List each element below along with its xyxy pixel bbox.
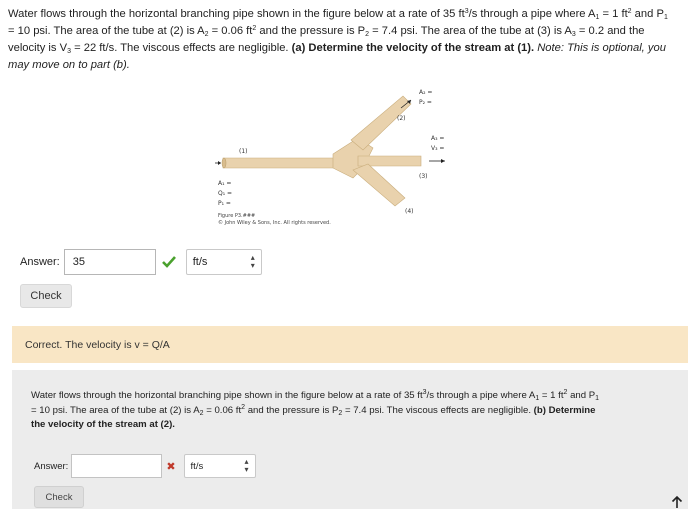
correct-check-icon (160, 253, 178, 271)
answer-label: Answer: (20, 256, 60, 268)
p1-label: P₁ = (218, 200, 231, 207)
a2-label: A₂ = (419, 89, 433, 96)
part-a-check-button[interactable]: Check (20, 284, 72, 308)
branching-pipe-figure (193, 78, 481, 242)
part-a-answer-row (20, 249, 262, 275)
part-b-unit-select[interactable]: ft/s ▴ ▾ (184, 454, 256, 478)
part-b-answer-input[interactable] (71, 454, 162, 478)
incorrect-x-icon: ✖ (166, 460, 176, 473)
part-b-statement: Water flows through the horizontal branching pipe shown in the figure below at a rate of 35 $ft^3/s$ through a pipe where $A_1 = 1$ $ft^2$ and $P_1$ = 10 psi. The area of the tube at (2) is $A_2 = 0.06$ $ft^2$ and the pressure is $P_2 = 7.4$ psi. The viscous effects are negligible. (b) Determine the velocity of the stream at (2). (31, 389, 600, 430)
q1-label: Q₁ = (218, 190, 233, 197)
figure-caption: Figure P3.### (218, 213, 256, 219)
part-a-answer-input[interactable]: 35 (64, 249, 156, 275)
flow-arrow-3-icon (429, 159, 445, 163)
flow-arrow-1-icon (215, 161, 221, 165)
part-b-check-button[interactable]: Check (34, 486, 84, 508)
v3-label: V₃ = (431, 145, 445, 152)
problem-statement: Water flows through the horizontal branching pipe shown in the figure below at a rate of 35 $ft^3/s$ through a pipe where $A_1 = 1$ $ft^2$ and $P_1$ = 10 psi. The area of the tube at (2) is $A_2 = 0.06$ $ft^2$ and the pressure is $P_2 = 7.4$ psi. The area of the tube at (3) is $A_3 = 0.2$ and the velocity is $V_3 = 22$ ft/s. The viscous effects are negligible. (a) Determine the velocity of the stream at (1). Note: This is optional, you may move on to part (b). (8, 8, 668, 71)
part-b-panel (12, 370, 688, 509)
station-4-label: (4) (405, 208, 414, 215)
station-3-label: (3) (419, 173, 428, 180)
select-updown-icon: ▴ ▾ (244, 457, 249, 474)
a3-label: A₃ = (431, 135, 445, 142)
part-b-question: the velocity of the stream at (2). (31, 419, 175, 430)
select-updown-icon: ▴ ▾ (250, 253, 255, 270)
station-1-label: (1) (239, 148, 248, 155)
a1-label: A₁ = (218, 180, 232, 187)
part-b-answer-row (34, 454, 256, 478)
part-a-question: (a) Determine the velocity of the stream at (1). (291, 42, 535, 54)
p2-label: P₂ = (419, 99, 432, 106)
station-2-label: (2) (397, 115, 406, 122)
scroll-up-arrow-icon[interactable] (670, 495, 684, 509)
figure-credit: © John Wiley & Sons, Inc. All rights reserved. (218, 220, 331, 226)
answer-label: Answer: (34, 460, 69, 472)
feedback-message: Correct. The velocity is v = Q/A (12, 326, 688, 363)
part-a-unit-select[interactable]: ft/s ▴ ▾ (186, 249, 262, 275)
